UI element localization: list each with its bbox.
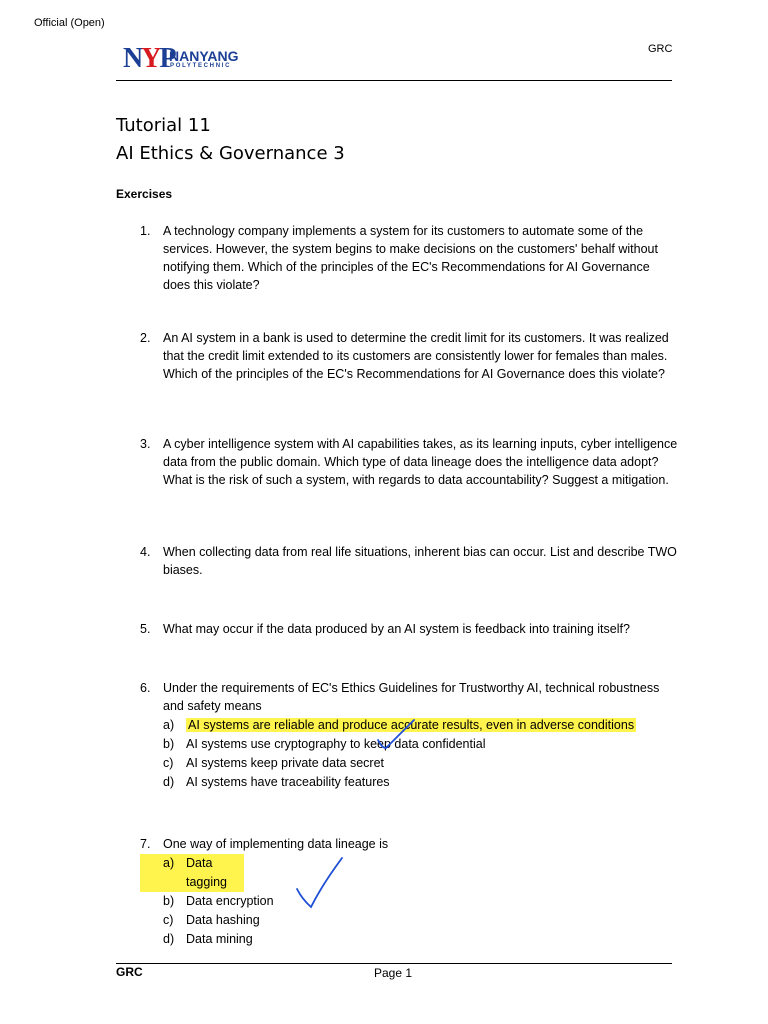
question-3	[140, 435, 680, 489]
option-letter: c)	[163, 913, 174, 927]
tutorial-title: Tutorial 11	[116, 115, 211, 136]
question-number: 3.	[140, 437, 151, 451]
option-text: AI systems use cryptography to keep data confidential	[186, 737, 486, 751]
option-letter: d)	[163, 932, 175, 946]
option-letter: a)	[163, 718, 175, 732]
question-text: Under the requirements of EC's Ethics Guidelines for Trustworthy AI, technical robustness and safety means	[163, 681, 660, 713]
option-a	[163, 716, 680, 735]
option-c	[163, 754, 680, 773]
option-text: AI systems keep private data secret	[186, 756, 385, 770]
question-2	[140, 329, 680, 383]
classification-label: Official (Open)	[34, 17, 105, 29]
question-4	[140, 543, 680, 579]
footer-rule	[116, 963, 672, 964]
question-text: A cyber intelligence system with AI capabilities takes, as its learning inputs, cyber intelligence data from the public domain. Which type of data lineage does the intelligence data adopt? What is the risk of such a system, with regards to data accountability? Suggest a mitigation.	[163, 437, 678, 487]
option-a	[140, 854, 244, 892]
logo-subtitle: POLYTECHNIC	[170, 63, 232, 69]
option-b	[163, 735, 680, 754]
option-text-highlighted: AI systems are reliable and produce accurate results, even in adverse conditions	[188, 718, 635, 732]
question-text: When collecting data from real life situations, inherent bias can occur. List and describe TWO biases.	[163, 545, 677, 577]
footer-module-code: GRC	[116, 965, 143, 979]
option-text-highlighted: Data tagging	[186, 856, 228, 889]
option-letter: d)	[163, 775, 175, 789]
option-c	[163, 911, 680, 930]
nyp-logo	[123, 45, 243, 73]
question-number: 5.	[140, 622, 151, 636]
option-text: Data mining	[186, 932, 253, 946]
option-d	[163, 773, 680, 792]
page-number: Page 1	[374, 966, 413, 980]
option-letter: b)	[163, 894, 175, 908]
question-7	[140, 835, 680, 949]
option-letter: b)	[163, 737, 175, 751]
question-number: 6.	[140, 681, 151, 695]
logo-name: NANYANG	[169, 48, 239, 64]
question-number: 1.	[140, 224, 151, 238]
header-module-code: GRC	[648, 43, 673, 55]
option-text: AI systems have traceability features	[186, 775, 390, 789]
question-5	[140, 620, 680, 638]
options-list	[163, 716, 680, 792]
option-letter: c)	[163, 756, 174, 770]
option-d	[163, 930, 680, 949]
option-b	[163, 892, 680, 911]
tutorial-subtitle: AI Ethics & Governance 3	[116, 143, 345, 164]
question-text: What may occur if the data produced by an AI system is feedback into training itself?	[163, 622, 630, 636]
options-list	[163, 854, 680, 949]
checkmark-icon	[370, 716, 420, 752]
question-text: A technology company implements a system for its customers to automate some of the services. However, the system begins to make decisions on the customers' behalf without notifying them. Which of the principles of the EC's Recommendations for AI Governance does this violate?	[163, 224, 658, 292]
question-number: 7.	[140, 837, 151, 851]
question-number: 4.	[140, 545, 151, 559]
question-number: 2.	[140, 331, 151, 345]
option-letter: a)	[163, 856, 175, 870]
checkmark-icon	[292, 855, 348, 911]
question-text: An AI system in a bank is used to determine the credit limit for its customers. It was realized that the credit limit extended to its customers are consistently lower for females than males. Which of the principles of the EC's Recommendations for AI Governance does this violate?	[163, 331, 669, 381]
logo-mark: NYP	[123, 43, 175, 74]
question-1	[140, 222, 680, 294]
question-text: One way of implementing data lineage is	[163, 837, 389, 851]
header-rule	[116, 80, 672, 81]
option-text: Data encryption	[186, 894, 274, 908]
option-text: Data hashing	[186, 913, 260, 927]
section-heading: Exercises	[116, 187, 173, 201]
